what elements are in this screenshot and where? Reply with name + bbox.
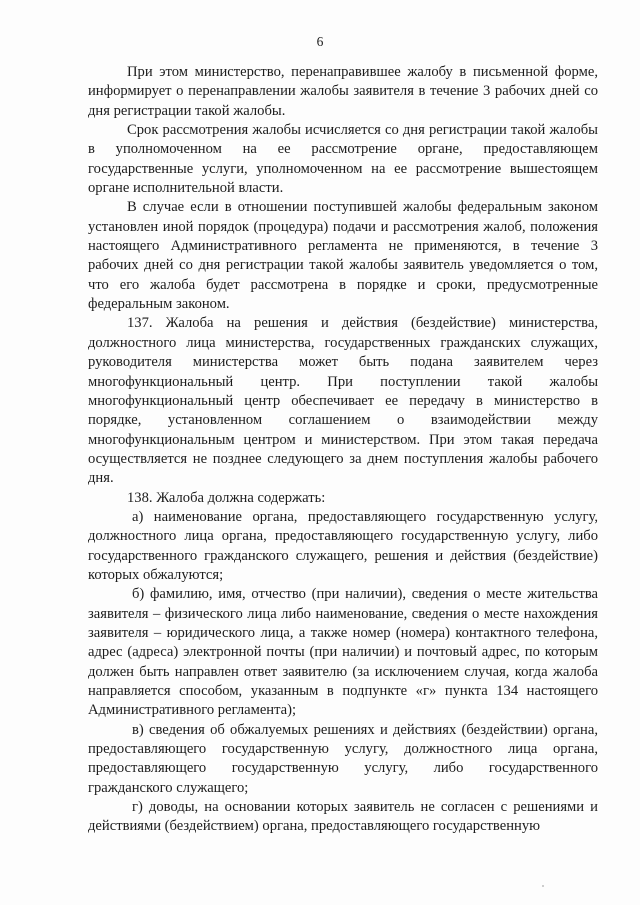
list-item-g: г) доводы, на основании которых заявитель не согласен с решениями и действиями (бездействием) органа, предоставляющего государственную (88, 799, 598, 835)
paragraph-federal-law-procedure: В случае если в отношении поступившей жалобы федеральным законом установлен иной порядок (процедура) подачи и рассмотрения жалоб, положения настоящего Административного регламента не применяются, в течение 3 рабочих дней со дня регистрации такой жалобы заявитель уведомляется о том, что его жалоба будет рассмотрена в порядке и сроки, предусмотренные федеральным законом. (88, 199, 598, 313)
paragraph-137: 137. Жалоба на решения и действия (бездействие) министерства, должностного лица министерства, государственных гражданских служащих, руководителя министерства может быть подана заявителем через многофункциональный центр. При поступлении такой жалобы многофункциональный центр обеспечивает ее передачу в министерство в порядке, установленном соглашением о взаимодействии между многофункциональным центром и министерством. При этом такая передача осуществляется не позднее следующего за днем поступления жалобы рабочего дня. (88, 315, 598, 487)
list-item-a: а) наименование органа, предоставляющего государственную услугу, должностного лица органа, предоставляющего государственную услугу, либо государственного гражданского служащего, решения и действия (бездействие) которых обжалуются; (88, 508, 598, 583)
document-body (88, 63, 598, 837)
paragraph-redirect-notice: При этом министерство, перенаправившее жалобу в письменной форме, информирует о перенаправлении жалобы заявителя в течение 3 рабочих дней со дня регистрации такой жалобы. (88, 64, 598, 119)
page-number: 6 (316, 34, 324, 49)
paragraph-138-heading: 138. Жалоба должна содержать: (127, 489, 326, 506)
list-item-b: б) фамилию, имя, отчество (при наличии), сведения о месте жительства заявителя – физического лица либо наименование, сведения о месте нахождения заявителя – юридического лица, а также номер (номера) контактного телефона, адрес (адреса) электронной почты (при наличии) и почтовый адрес, по которым должен быть направлен ответ заявителю (за исключением случая, когда жалоба направляется способом, указанным в подпункте «г» пункта 134 настоящего Административного регламента); (88, 586, 598, 719)
paragraph-review-period: Срок рассмотрения жалобы исчисляется со дня регистрации такой жалобы в уполномоченном на ее рассмотрение органе, предоставляющем государственные услуги, уполномоченном на ее рассмотрение вышестоящем органе исполнительной власти. (88, 122, 598, 197)
scan-artifact (542, 885, 544, 887)
list-item-v: в) сведения об обжалуемых решениях и действиях (бездействии) органа, предоставляющего государственную услугу, должностного лица органа, предоставляющего государственную услугу, либо государственного гражданского служащего; (88, 721, 598, 796)
